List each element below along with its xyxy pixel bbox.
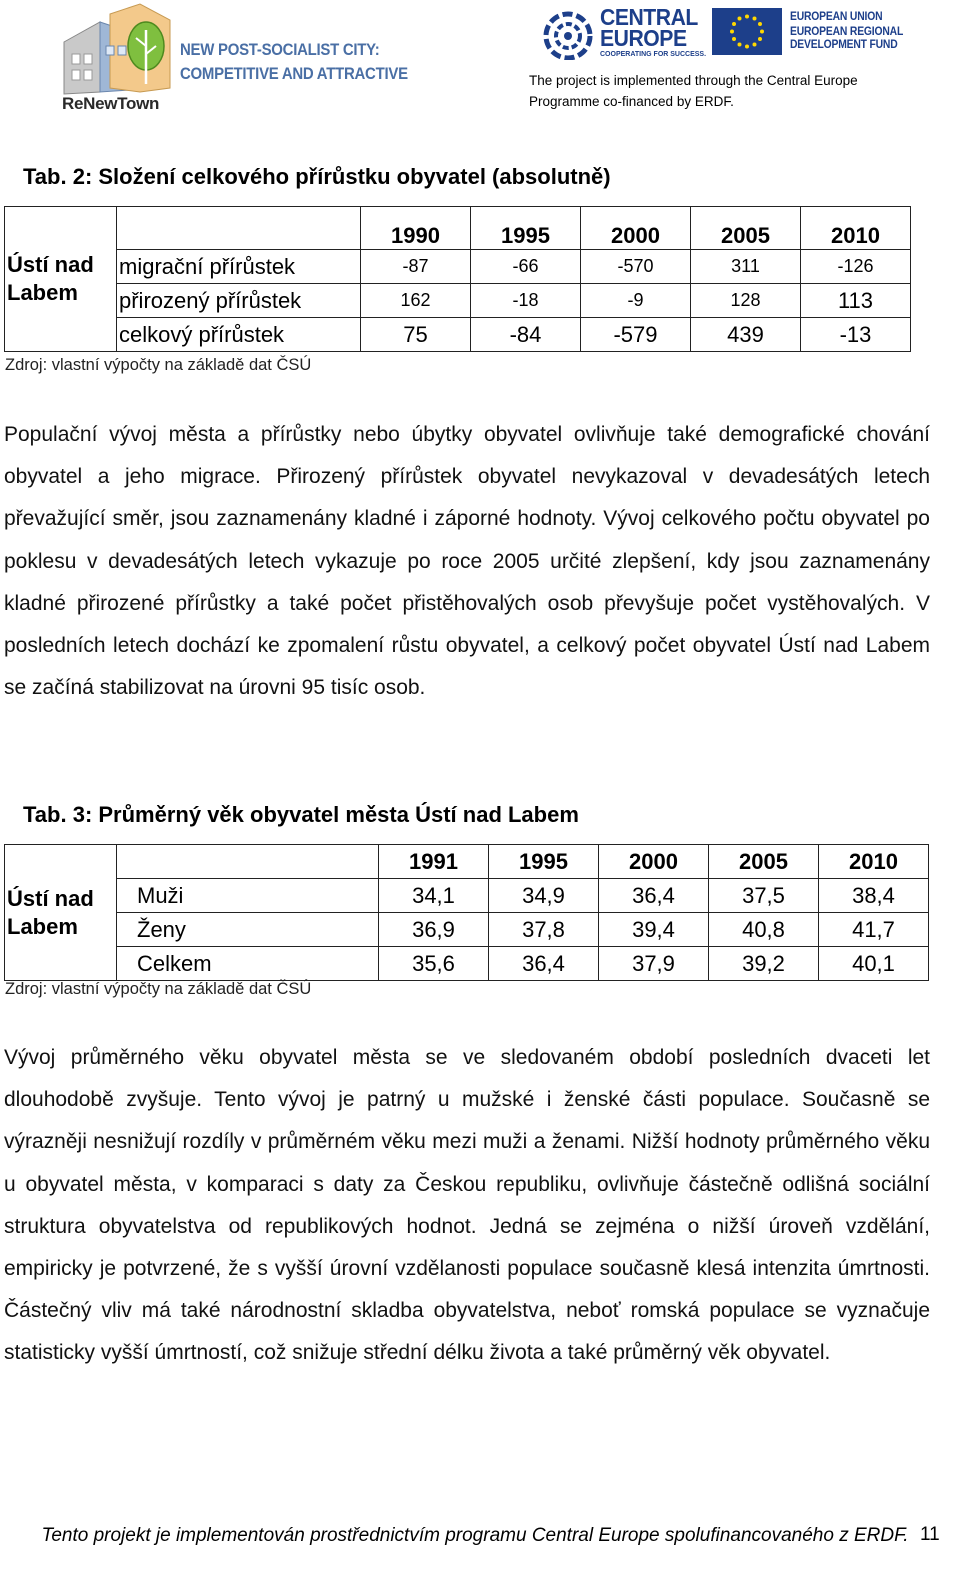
table-cell: 40,1 [819,947,929,981]
year-header: 2000 [581,207,691,250]
table-cell: 34,1 [379,879,489,913]
row-header-line1: Ústí nad [7,252,94,277]
table-cell: -126 [801,250,911,284]
eu-label-line1: EUROPEAN UNION [790,11,883,23]
table-cell: 40,8 [709,913,819,947]
table-cell: -579 [581,318,691,352]
table-row [5,947,929,981]
table-cell: 41,7 [819,913,929,947]
eu-star [758,22,762,26]
central-europe-tagline: COOPERATING FOR SUCCESS. [600,51,707,58]
table-cell: -18 [471,284,581,318]
row-label: přirozený přírůstek [117,284,361,318]
table-cell: 35,6 [379,947,489,981]
eu-star [732,37,736,41]
table2-header-row [5,207,911,250]
table-cell: 39,2 [709,947,819,981]
renewtown-caption: ReNewTown [62,94,160,113]
table3-header-row [5,845,929,879]
year-header: 2010 [819,845,929,879]
page-number: 11 [920,1524,940,1545]
footer-text: Tento projekt je implementován prostřednictvím programu Central Europe spolufinancovaného z ERDF. [41,1525,909,1546]
eu-star [738,17,742,21]
table-cell: -570 [581,250,691,284]
table3-row-header [5,845,117,981]
eu-star [745,45,749,49]
table-cell: 37,9 [599,947,709,981]
row-label: Ženy [117,913,379,947]
year-header: 2005 [691,207,801,250]
eu-star [760,30,764,34]
table-cell: -13 [801,318,911,352]
year-header: 1995 [471,207,581,250]
table2-caption: Tab. 2: Složení celkového přírůstku obyvatel (absolutně) [23,164,611,189]
eu-star [758,37,762,41]
project-note-line2: Programme co-financed by ERDF. [529,94,734,109]
eu-star [730,30,734,34]
table-cell: 439 [691,318,801,352]
row-label: celkový přírůstek [117,318,361,352]
table3-corner [117,845,379,879]
table3-source: Zdroj: vlastní výpočty na základě dat ČSÚ [5,980,312,998]
table-row [5,284,911,318]
table-cell: 311 [691,250,801,284]
year-header: 2005 [709,845,819,879]
row-label: Muži [117,879,379,913]
project-note [529,70,858,112]
table-cell: -84 [471,318,581,352]
table-cell: -87 [361,250,471,284]
renewtown-title-line1: NEW POST-SOCIALIST CITY: [180,40,380,59]
table2-source: Zdroj: vlastní výpočty na základě dat ČSÚ [5,356,312,374]
row-header-line2: Labem [7,280,78,305]
year-header: 1991 [379,845,489,879]
table3 [4,844,929,981]
table2-corner [117,207,361,250]
table-cell: 75 [361,318,471,352]
table-cell: 39,4 [599,913,709,947]
table-row [5,879,929,913]
table-cell: -9 [581,284,691,318]
eu-star [745,15,749,19]
eu-star [738,42,742,46]
row-label: Celkem [117,947,379,981]
year-header: 1990 [361,207,471,250]
table-cell: 128 [691,284,801,318]
table2 [4,206,911,352]
row-header-line1: Ústí nad [7,885,94,911]
table-cell: 37,8 [489,913,599,947]
table2-row-header [5,207,117,352]
row-header-line2: Labem [7,913,78,939]
table-cell: 37,5 [709,879,819,913]
table3-caption: Tab. 3: Průměrný věk obyvatel města Ústí nad Labem [23,802,579,827]
table-cell: 36,9 [379,913,489,947]
year-header: 2000 [599,845,709,879]
year-header: 1995 [489,845,599,879]
table-cell: -66 [471,250,581,284]
paragraph-1: Populační vývoj města a přírůstky nebo úbytky obyvatel ovlivňuje také demografické chování obyvatel a jeho migrace. Přirozený přírůstek obyvatel nevykazoval v devadesátých letech převažující směr, jsou zaznamenány kladné i záporné hodnoty. Vývoj celkového počtu obyvatel po poklesu v devadesátých letech vykazuje po roce 2005 určité zlepšení, kdy jsou zaznamenány kladné přirozené přírůstky a také počet přistěhovalých osob převyšuje počet vystěhovalých. V posledních letech dochází ke zpomalení růstu obyvatel, a celkový počet obyvatel Ústí nad Labem se začíná stabilizovat na úrovni 95 tisíc osob. [4,423,930,700]
project-note-line1: The project is implemented through the Central Europe [529,73,858,88]
table-cell: 34,9 [489,879,599,913]
renewtown-title-line2: COMPETITIVE AND ATTRACTIVE [180,64,408,83]
eu-label-line3: DEVELOPMENT FUND [790,39,898,51]
table-cell: 162 [361,284,471,318]
year-header: 2010 [801,207,911,250]
central-europe-word1: CENTRAL [600,4,698,30]
table-cell: 113 [801,284,911,318]
row-label: migrační přírůstek [117,250,361,284]
paragraph-2: Vývoj průměrného věku obyvatel města se ve sledovaném období posledních dvaceti let dlouhodobě zvyšuje. Tento vývoj je patrný u mužské i ženské části populace. Současně se výrazněji nesnižují rozdíly v průměrném věku mezi muži a ženami. Nižší hodnoty průměrného věku u obyvatel města, v komparaci s daty za Českou republiku, ovlivňuje částečně odlišná sociální struktura obyvatelstva od republikových hodnot. Jedná se zejména o nižší úroveň vzdělání, empiricky je potvrzené, že s vyšší úrovní vzdělanosti populace současně klesá intenzita úmrtnosti. Částečný vliv má také národnostní skladba obyvatelstva, neboť romská populace se vyznačuje statisticky vyšší úmrtností, což snižuje střední délku života a také průměrný věk obyvatel. [4,1046,930,1365]
eu-star [732,22,736,26]
eu-star [753,42,757,46]
table-cell: 36,4 [489,947,599,981]
central-europe-word2: EUROPE [600,25,687,51]
table-cell: 36,4 [599,879,709,913]
eu-label-line2: EUROPEAN REGIONAL [790,26,904,38]
eu-flag-icon [712,8,782,55]
table-row [5,913,929,947]
table-row [5,318,911,352]
table-row [5,250,911,284]
eu-star [753,17,757,21]
table-cell: 38,4 [819,879,929,913]
